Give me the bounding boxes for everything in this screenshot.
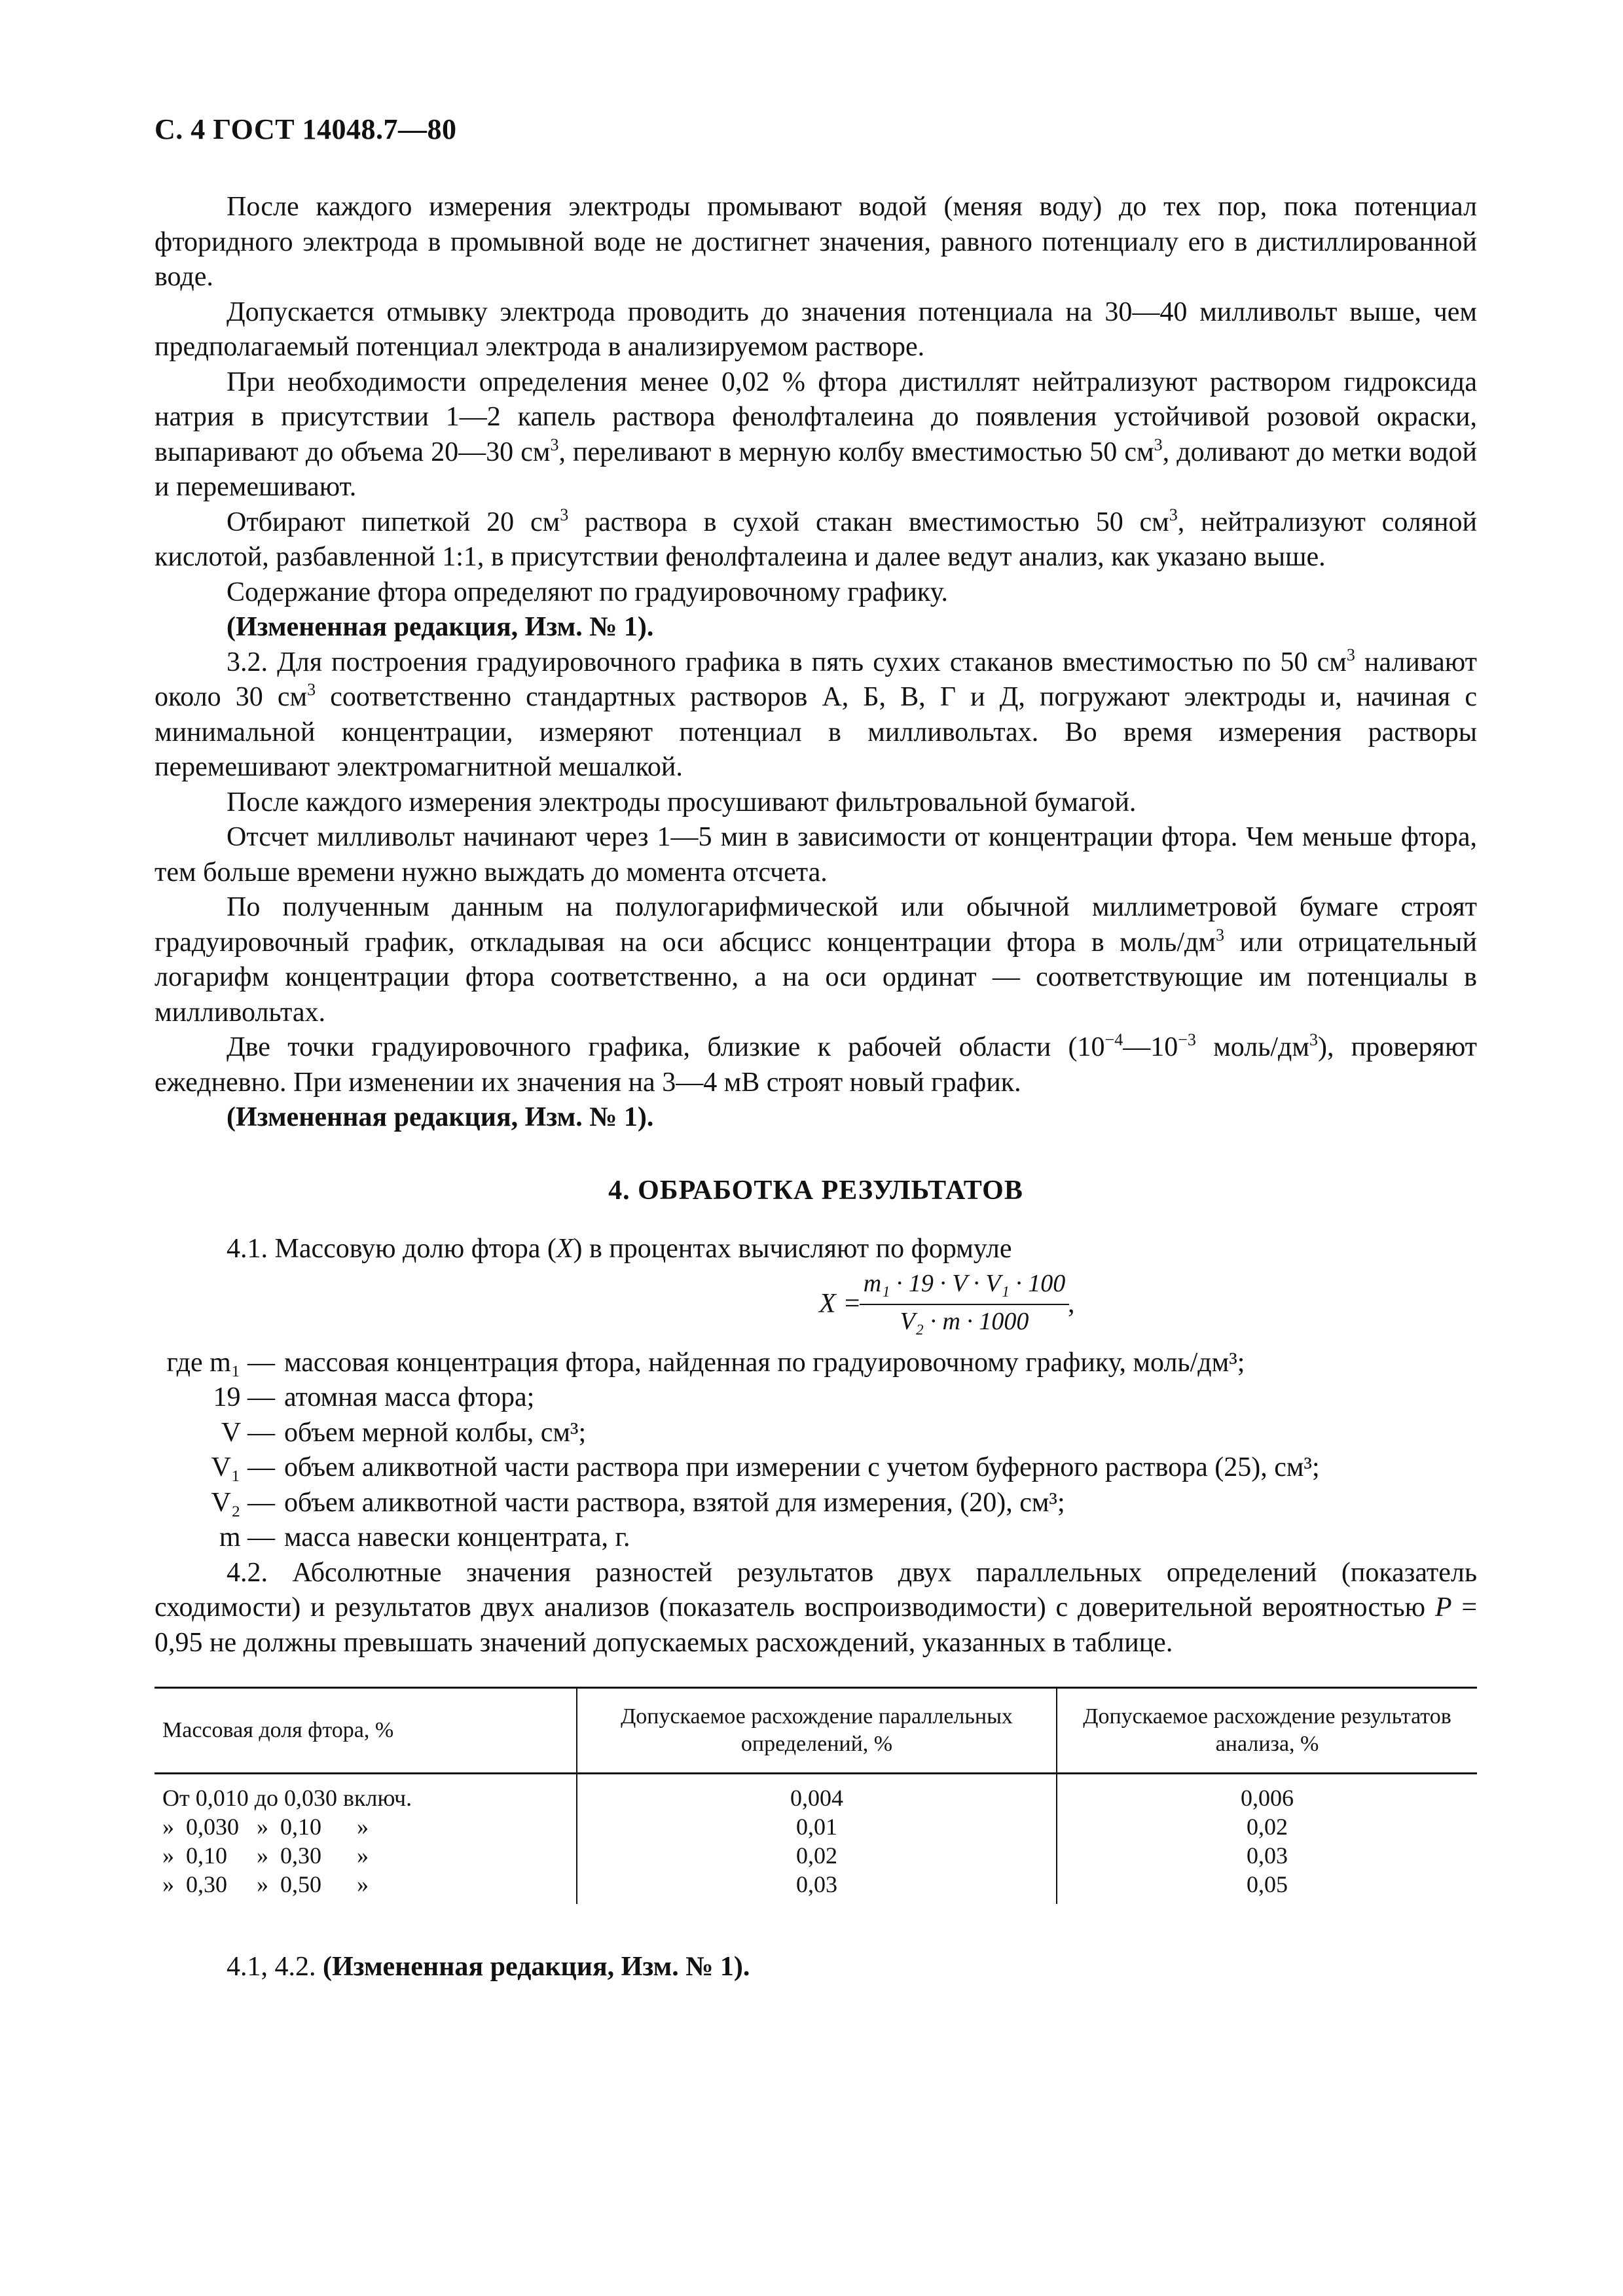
legend-symbol: V — <box>221 1417 275 1448</box>
paragraph-rinse-tolerance: Допускается отмывку электрода проводить до значения потенциала на 30—40 милливольт выше, чем предполагаемый потенциал электрода в анализируемом растворе. <box>155 296 1477 362</box>
amendment-note: (Измененная редакция, Изм. № 1). <box>227 612 654 642</box>
paragraph-3-2: 3.2. Для построения градуировочного графика в пять сухих стаканов вместимостью по 50 $см^3$ наливают около 30 $см^3$ соответственно стандартных растворов А, Б, В, Г и Д, погружают электроды и, начиная с минимальной концентрации, измеряют потенциал в милливольтах. Во время измерения растворы перемешивают электромагнитной мешалкой. <box>155 645 1477 782</box>
document-body <box>155 190 1477 1985</box>
legend-definition: массовая концентрация фтора, найденная по градуировочному графику, моль/дм³; <box>284 1347 1245 1378</box>
legend-symbol: m — <box>219 1522 275 1552</box>
paragraph-4-1: 4.1. Массовую долю фтора (X) в процентах вычисляют по формуле <box>227 1234 1012 1264</box>
legend-definition: объем мерной колбы, см³; <box>284 1417 587 1448</box>
paragraph-low-fluorine: При необходимости определения менее 0,02 % фтора дистиллят нейтрализуют раствором гидроксида натрия в присутствии 1—2 капель раствора фенолфталеина до появления устойчивой розовой окраски, выпаривают до объема 20—30 $см^3$, переливают в мерную колбу вместимостью 50 $см^3$, доливают до метки водой и перемешивают. <box>155 367 1477 502</box>
section-title: 4. ОБРАБОТКА РЕЗУЛЬТАТОВ <box>608 1175 1023 1206</box>
formula-comma: , <box>1068 1288 1075 1319</box>
legend-definition: масса навески концентрата, г. <box>284 1522 630 1552</box>
paragraph-daily-check: Две точки градуировочного графика, близкие к рабочей области ($10^{-4}—10^{-3}$ моль/$дм^3$), проверяют ежедневно. При изменении их значения на 3—4 мВ строят новый график. <box>155 1030 1477 1098</box>
table-row <box>155 1774 1477 1813</box>
formula-legend <box>155 1346 1477 1556</box>
table-row <box>155 1841 1477 1870</box>
formula-denominator: V₂ · m · 1000 <box>900 1307 1029 1335</box>
table-cell: От 0,010 до 0,030 включ. <box>162 1785 412 1811</box>
page-header: С. 4 ГОСТ 14048.7—80 <box>155 113 457 145</box>
paragraph-4-2: 4.2. Абсолютные значения разностей результатов двух параллельных определений (показатель сходимости) и результатов двух анализов (показатель воспроизводимости) с доверительной вероятностью P = 0,95 не должны превышать значений допускаемых расхождений, указанных в таблице. <box>155 1557 1478 1658</box>
mass-fraction-formula <box>662 1267 1075 1346</box>
column-header: Допускаемое расхождение результатов анализа, % <box>1057 1688 1477 1774</box>
table-header-row <box>155 1688 1477 1774</box>
legend-definition: объем аликвотной части раствора при измерении с учетом буферного раствора (25), см³; <box>284 1452 1320 1482</box>
table-cell: 0,01 <box>577 1812 1057 1841</box>
formula-lhs: X = <box>819 1288 862 1319</box>
column-header: Допускаемое расхождение параллельных определений, % <box>577 1688 1057 1774</box>
formula-numerator: m₁ · 19 · V · V₁ · 100 <box>860 1267 1069 1305</box>
paragraph-washing: После каждого измерения электроды промывают водой (меняя воду) до тех пор, пока потенциал фторидного электрода в промывной воде не достигнет значения, равного потенциалу его в дистиллированной воде. <box>155 192 1477 292</box>
paragraph-calibration-graph: По полученным данным на полулогарифмической или обычной миллиметровой бумаге строят градуировочный график, откладывая на оси абсцисс концентрации фтора в моль/$дм^3$ или отрицательный логарифм концентрации фтора соответственно, а на оси ординат — соответствующие им потенциалы в милливольтах. <box>155 892 1477 1028</box>
paragraph-reading-time: Отсчет милливольт начинают через 1—5 мин в зависимости от концентрации фтора. Чем меньше фтора, тем больше времени нужно выждать до момента отсчета. <box>155 822 1477 888</box>
column-header: Массовая доля фтора, % <box>155 1688 577 1774</box>
table-cell: 0,03 <box>577 1870 1057 1904</box>
table-cell: 0,006 <box>1057 1774 1477 1813</box>
paragraph-drying: После каждого измерения электроды просушивают фильтровальной бумагой. <box>227 787 1137 817</box>
table-cell: » 0,10 » 0,30 » <box>162 1842 369 1869</box>
legend-definition: атомная масса фтора; <box>284 1382 535 1412</box>
table-cell: » 0,030 » 0,10 » <box>162 1814 369 1840</box>
legend-symbol: где m₁ — <box>166 1347 275 1378</box>
table-row <box>155 1812 1477 1841</box>
paragraph-aliquot: Отбирают пипеткой 20 $см^3$ раствора в сухой стакан вместимостью 50 $см^3$, нейтрализуют соляной кислотой, разбавленной 1:1, в присутствии фенолфталеина и далее ведут анализ, как указано выше. <box>155 505 1477 572</box>
table-cell: » 0,30 » 0,50 » <box>162 1871 369 1897</box>
legend-symbol: V₂ — <box>211 1487 275 1518</box>
table-row <box>155 1870 1477 1904</box>
table-cell: 0,02 <box>577 1841 1057 1870</box>
paragraph-fluorine-content: Содержание фтора определяют по градуировочному графику. <box>227 577 948 607</box>
table-cell: 0,05 <box>1057 1870 1477 1904</box>
tolerance-table <box>155 1687 1477 1904</box>
legend-symbol: V₁ — <box>211 1452 275 1482</box>
legend-definition: объем аликвотной части раствора, взятой для измерения, (20), см³; <box>284 1487 1065 1518</box>
final-amendment-note <box>155 1950 1477 1985</box>
amendment-text: (Измененная редакция, Изм. № 1). <box>323 1952 750 1982</box>
formula-fraction <box>860 1267 1069 1338</box>
legend-symbol: 19 — <box>213 1382 275 1412</box>
table-cell: 0,03 <box>1057 1841 1477 1870</box>
amendment-clauses: 4.1, 4.2. <box>227 1952 316 1982</box>
table-cell: 0,02 <box>1057 1812 1477 1841</box>
amendment-note: (Измененная редакция, Изм. № 1). <box>227 1102 654 1132</box>
table-cell: 0,004 <box>577 1774 1057 1813</box>
